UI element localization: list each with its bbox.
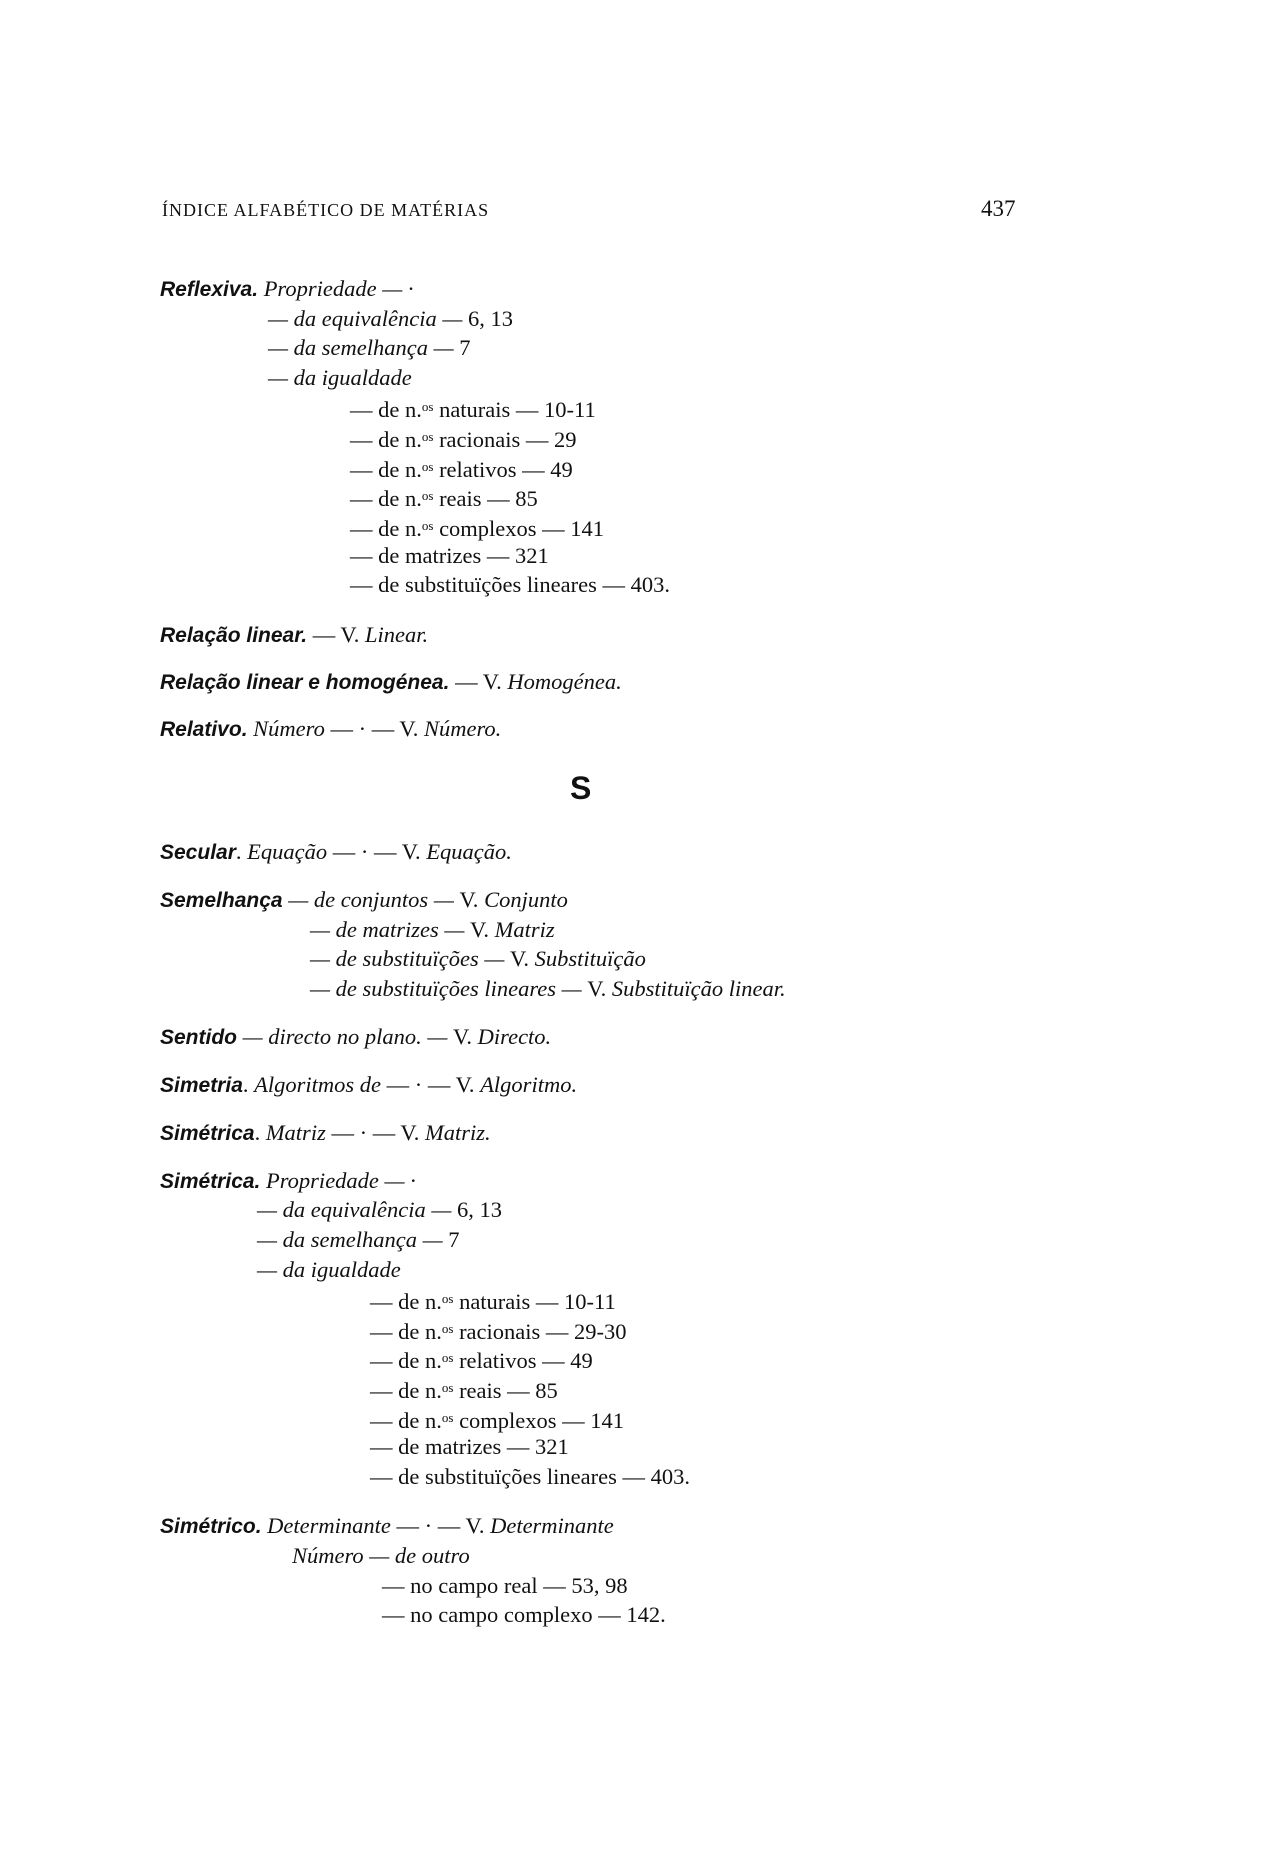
index-subentry: [350, 424, 577, 453]
entry-text: — da igualdade: [268, 365, 412, 390]
headword: Relação linear.: [160, 624, 308, 647]
index-subentry: [370, 1464, 690, 1490]
entry-text: — de substituïções lineares — 403.: [350, 572, 670, 597]
entry-text: — da igualdade: [257, 1257, 401, 1282]
index-entry: [160, 839, 512, 866]
entry-text: — de substituïções lineares —: [310, 976, 588, 1001]
entry-text: — de conjuntos —: [282, 887, 460, 912]
entry-text: — de n.: [370, 1378, 442, 1403]
entry-text: Substituïção: [534, 946, 646, 971]
superscript: os: [421, 399, 434, 414]
index-subentry: [370, 1434, 569, 1460]
entry-text: — da semelhança —: [257, 1227, 449, 1252]
entry-text: — de n.: [370, 1289, 442, 1314]
entry-text: — de n.: [370, 1348, 442, 1373]
index-subentry: [350, 483, 538, 512]
entry-text: V.: [587, 976, 612, 1001]
headword: Relativo.: [160, 718, 248, 741]
entry-text: .: [254, 1120, 266, 1145]
entry-text: Matriz: [494, 917, 555, 942]
superscript: os: [441, 1291, 454, 1306]
index-entry: [160, 1513, 614, 1540]
index-subentry: [268, 306, 513, 332]
index-subentry: [370, 1345, 593, 1374]
entry-text: Número: [247, 716, 325, 741]
index-subentry: [292, 1543, 470, 1569]
entry-text: Matriz: [265, 1120, 326, 1145]
superscript: os: [421, 459, 434, 474]
index-subentry: [350, 543, 549, 569]
entry-text: — V.: [449, 669, 508, 694]
entry-text: — de matrizes — 321: [370, 1434, 569, 1459]
entry-text: .: [242, 1072, 255, 1097]
superscript: os: [441, 1380, 454, 1395]
index-subentry: [257, 1227, 459, 1253]
entry-text: Propriedade — ·: [260, 1168, 416, 1193]
index-entry: [160, 1072, 577, 1099]
entry-text: 6, 13: [456, 1197, 502, 1222]
entry-text: — · — V.: [327, 839, 427, 864]
index-entry: [160, 669, 622, 696]
section-letter: S: [570, 770, 592, 806]
index-entry: [160, 276, 413, 303]
index-subentry: [382, 1573, 628, 1599]
superscript: os: [421, 429, 434, 444]
entry-text: — directo no plano. —: [237, 1024, 454, 1049]
entry-text: naturais — 10-11: [453, 1289, 616, 1314]
entry-text: — de n.: [350, 427, 422, 452]
headword: Simétrica: [160, 1122, 255, 1145]
entry-text: Determinante: [490, 1513, 614, 1538]
superscript: os: [441, 1321, 454, 1336]
entry-text: 6, 13: [467, 306, 513, 331]
headword: Reflexiva.: [160, 278, 259, 301]
index-subentry: [268, 335, 470, 361]
entry-text: Número — de outro: [292, 1543, 470, 1568]
headword: Simétrica.: [160, 1170, 261, 1193]
headword: Relação linear e homogénea.: [160, 671, 450, 694]
entry-text: — de n.: [350, 457, 422, 482]
entry-text: V.: [453, 1024, 478, 1049]
headword: Sentido: [160, 1026, 237, 1049]
index-entry: [160, 887, 568, 914]
entry-text: complexos — 141: [453, 1408, 625, 1433]
entry-text: — de n.: [350, 516, 422, 541]
entry-text: naturais — 10-11: [433, 397, 596, 422]
running-header: ÍNDICE ALFABÉTICO DE MATÉRIAS: [162, 200, 490, 220]
index-entry: [160, 716, 501, 743]
entry-text: Matriz.: [425, 1120, 491, 1145]
entry-text: V.: [470, 917, 495, 942]
index-subentry: [350, 394, 596, 423]
entry-text: reais — 85: [433, 486, 538, 511]
entry-text: — de matrizes —: [310, 917, 471, 942]
entry-text: Conjunto: [484, 887, 568, 912]
entry-text: Homogénea.: [507, 669, 622, 694]
entry-text: — da equivalência —: [257, 1197, 457, 1222]
index-subentry: [370, 1286, 616, 1315]
entry-text: 7: [448, 1227, 460, 1252]
entry-text: Determinante: [261, 1513, 391, 1538]
index-subentry: [350, 513, 604, 542]
headword: Simetria: [160, 1074, 243, 1097]
entry-text: Algoritmo.: [480, 1072, 578, 1097]
index-subentry: [310, 976, 786, 1002]
entry-text: reais — 85: [453, 1378, 558, 1403]
index-subentry: [382, 1602, 666, 1628]
entry-text: Equação: [247, 839, 328, 864]
entry-text: V.: [510, 946, 535, 971]
entry-text: — da semelhança —: [268, 335, 460, 360]
entry-text: — de n.: [350, 486, 422, 511]
entry-text: Linear.: [365, 622, 429, 647]
entry-text: — de substituïções lineares — 403.: [370, 1464, 690, 1489]
entry-text: — de n.: [370, 1319, 442, 1344]
entry-text: Número.: [424, 716, 502, 741]
index-entry: [160, 1168, 416, 1195]
entry-text: — no campo complexo — 142.: [382, 1602, 666, 1627]
index-subentry: [257, 1257, 401, 1283]
entry-text: — · — V.: [324, 716, 425, 741]
index-subentry: [370, 1405, 624, 1434]
index-subentry: [370, 1375, 558, 1404]
index-subentry: [370, 1316, 627, 1345]
entry-text: — de substituïções —: [310, 946, 510, 971]
entry-text: racionais — 29: [433, 427, 577, 452]
entry-text: racionais — 29-30: [453, 1319, 627, 1344]
entry-text: — de matrizes — 321: [350, 543, 549, 568]
index-entry: [160, 1120, 491, 1147]
index-subentry: [268, 365, 412, 391]
entry-text: — no campo real — 53, 98: [382, 1573, 628, 1598]
entry-text: V.: [459, 887, 485, 912]
index-subentry: [310, 917, 555, 943]
index-subentry: [310, 946, 646, 972]
headword: Semelhança: [160, 889, 283, 912]
entry-text: .: [235, 839, 248, 864]
entry-text: Substituïção linear.: [611, 976, 786, 1001]
entry-text: — de n.: [370, 1408, 442, 1433]
entry-text: Directo.: [477, 1024, 552, 1049]
entry-text: complexos — 141: [433, 516, 605, 541]
index-subentry: [350, 454, 573, 483]
headword: Secular: [160, 841, 236, 864]
entry-text: — · — V.: [390, 1513, 491, 1538]
index-entry: [160, 1024, 551, 1051]
entry-text: — de n.: [350, 397, 422, 422]
entry-text: Algoritmos de: [254, 1072, 381, 1097]
index-entry: [160, 622, 428, 649]
entry-text: 7: [459, 335, 471, 360]
page-number: 437: [981, 196, 1016, 221]
entry-text: — · — V.: [325, 1120, 426, 1145]
entry-text: relativos — 49: [433, 457, 573, 482]
superscript: os: [421, 518, 434, 533]
headword: Simétrico.: [160, 1515, 262, 1538]
index-subentry: [350, 572, 670, 598]
entry-text: — V.: [307, 622, 366, 647]
superscript: os: [441, 1350, 454, 1365]
entry-text: — · — V.: [381, 1072, 481, 1097]
entry-text: Equação.: [426, 839, 512, 864]
entry-text: Propriedade — ·: [258, 276, 414, 301]
superscript: os: [421, 488, 434, 503]
entry-text: — da equivalência —: [268, 306, 468, 331]
entry-text: relativos — 49: [453, 1348, 593, 1373]
index-subentry: [257, 1197, 502, 1223]
superscript: os: [441, 1410, 454, 1425]
